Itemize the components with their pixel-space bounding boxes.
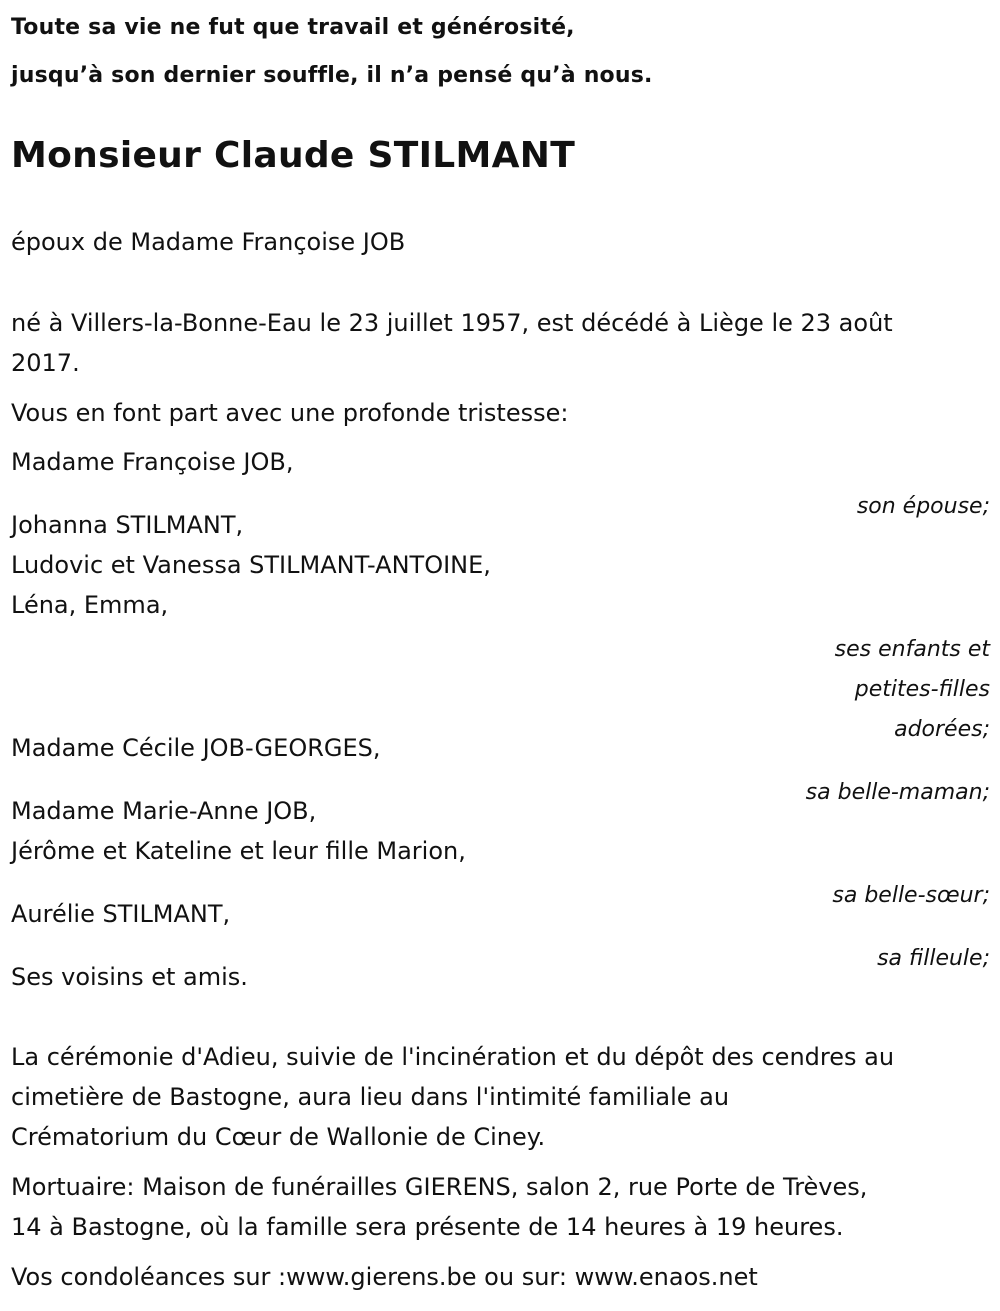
family-children-role-1: ses enfants et — [834, 637, 990, 662]
epitaph-line-2: jusqu’à son dernier souffle, il n’a pensé qu’à nous. — [11, 63, 653, 88]
family-children-role-3: adorées; — [894, 717, 990, 742]
condolences-line: Vos condoléances sur :www.gierens.be ou sur: www.enaos.net — [11, 1263, 758, 1291]
family-mother-in-law-role: sa belle-maman; — [805, 780, 990, 805]
family-goddaughter-role: sa filleule; — [877, 946, 990, 971]
family-sister-in-law-2: Jérôme et Kateline et leur fille Marion, — [11, 837, 466, 865]
spouse-line: époux de Madame Françoise JOB — [11, 228, 406, 256]
family-child-1: Johanna STILMANT, — [11, 511, 244, 539]
announcement: Vous en font part avec une profonde tristesse: — [11, 399, 569, 427]
mortuary-line-2: 14 à Bastogne, où la famille sera présente de 14 heures à 19 heures. — [11, 1213, 844, 1241]
mortuary-line-1: Mortuaire: Maison de funérailles GIERENS, salon 2, rue Porte de Trèves, — [11, 1173, 868, 1201]
ceremony-line-1: La cérémonie d'Adieu, suivie de l'incinération et du dépôt des cendres au — [11, 1043, 895, 1071]
family-spouse-role: son épouse; — [856, 494, 990, 519]
family-spouse-name: Madame Françoise JOB, — [11, 448, 294, 476]
family-sister-in-law-1: Madame Marie-Anne JOB, — [11, 797, 317, 825]
family-mother-in-law-name: Madame Cécile JOB-GEORGES, — [11, 734, 381, 762]
ceremony-line-2: cimetière de Bastogne, aura lieu dans l'intimité familiale au — [11, 1083, 730, 1111]
family-goddaughter-name: Aurélie STILMANT, — [11, 900, 231, 928]
family-child-3: Léna, Emma, — [11, 591, 169, 619]
family-sister-in-law-role: sa belle-sœur; — [832, 883, 990, 908]
birth-death-line-2: 2017. — [11, 349, 80, 377]
family-neighbors: Ses voisins et amis. — [11, 963, 248, 991]
epitaph-line-1: Toute sa vie ne fut que travail et générosité, — [11, 15, 575, 40]
family-children-role-2: petites-filles — [854, 677, 990, 702]
deceased-name: Monsieur Claude STILMANT — [11, 135, 576, 176]
birth-death-line-1: né à Villers-la-Bonne-Eau le 23 juillet 1957, est décédé à Liège le 23 août — [11, 309, 893, 337]
family-child-2: Ludovic et Vanessa STILMANT-ANTOINE, — [11, 551, 491, 579]
ceremony-line-3: Crématorium du Cœur de Wallonie de Ciney. — [11, 1123, 546, 1151]
